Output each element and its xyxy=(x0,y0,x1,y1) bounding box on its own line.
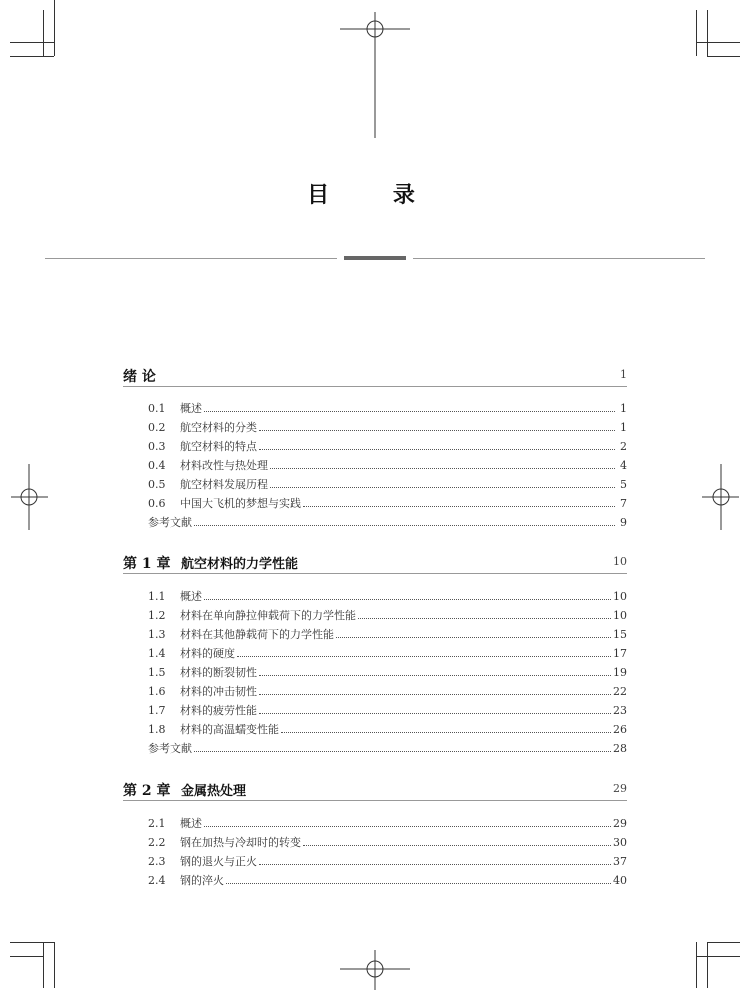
dot-leader xyxy=(259,685,611,695)
entry-title: 材料的疲劳性能 xyxy=(180,704,257,717)
entry-number: 1.7 xyxy=(148,704,166,717)
toc-entry[interactable] xyxy=(148,664,627,680)
dot-leader xyxy=(259,421,615,431)
entry-number: 1.6 xyxy=(148,685,166,698)
entry-number: 0.2 xyxy=(148,421,166,434)
entry-page: 29 xyxy=(613,817,627,830)
entry-page: 28 xyxy=(613,742,627,755)
entry-page: 17 xyxy=(613,647,627,660)
entry-page: 7 xyxy=(620,497,627,510)
toc-entry[interactable] xyxy=(148,457,627,473)
toc-entry-references[interactable] xyxy=(148,740,627,756)
entry-number: 1.4 xyxy=(148,647,166,660)
entry-title: 概述 xyxy=(180,590,202,603)
entry-number: 0.4 xyxy=(148,459,166,472)
entry-title: 材料在其他静载荷下的力学性能 xyxy=(180,628,334,641)
chapter-title: 航空材料的力学性能 xyxy=(181,557,299,572)
entry-number: 0.6 xyxy=(148,497,166,510)
entry-page: 15 xyxy=(613,628,627,641)
entry-page: 37 xyxy=(613,855,627,868)
dot-leader xyxy=(270,459,615,469)
chapter-page: 29 xyxy=(613,782,627,795)
entry-page: 1 xyxy=(620,421,627,434)
dot-leader xyxy=(194,742,611,752)
chapter-number: 第 1 章 xyxy=(123,556,171,572)
dot-leader xyxy=(237,647,611,657)
entry-number: 1.8 xyxy=(148,723,166,736)
entry-number: 0.3 xyxy=(148,440,166,453)
dot-leader xyxy=(270,478,615,488)
toc-entry[interactable] xyxy=(148,419,627,435)
entry-page: 19 xyxy=(613,666,627,679)
entry-title: 航空材料发展历程 xyxy=(180,478,268,491)
registration-mark-icon xyxy=(340,8,410,138)
entry-title: 材料的冲击韧性 xyxy=(180,685,257,698)
dot-leader xyxy=(204,590,611,600)
entry-number: 1.1 xyxy=(148,590,166,603)
entry-title: 中国大飞机的梦想与实践 xyxy=(180,497,301,510)
dot-leader xyxy=(358,609,611,619)
registration-mark-icon xyxy=(340,950,410,990)
toc-entry[interactable] xyxy=(148,645,627,661)
chapter-page: 10 xyxy=(613,555,627,568)
chapter-heading[interactable] xyxy=(123,780,627,801)
chapter-heading[interactable] xyxy=(123,366,627,387)
entry-number: 2.2 xyxy=(148,836,166,849)
entry-page: 40 xyxy=(613,874,627,887)
toc-entry[interactable] xyxy=(148,815,627,831)
dot-leader xyxy=(259,666,611,676)
entry-title: 参考文献 xyxy=(148,516,192,529)
entry-title: 钢在加热与冷却时的转变 xyxy=(180,836,301,849)
toc-entry[interactable] xyxy=(148,834,627,850)
entry-title: 航空材料的特点 xyxy=(180,440,257,453)
toc-entry[interactable] xyxy=(148,400,627,416)
entry-title: 材料在单向静拉伸载荷下的力学性能 xyxy=(180,609,356,622)
entry-page: 30 xyxy=(613,836,627,849)
entry-page: 2 xyxy=(620,440,627,453)
toc-entry[interactable] xyxy=(148,438,627,454)
chapter-heading[interactable] xyxy=(123,553,627,574)
dot-leader xyxy=(303,836,611,846)
chapter-number: 第 2 章 xyxy=(123,783,171,799)
toc-entry[interactable] xyxy=(148,721,627,737)
dot-leader xyxy=(281,723,611,733)
entry-title: 航空材料的分类 xyxy=(180,421,257,434)
dot-leader xyxy=(226,874,611,884)
dot-leader xyxy=(204,402,615,412)
toc-entry[interactable] xyxy=(148,588,627,604)
toc-entry[interactable] xyxy=(148,626,627,642)
entry-number: 2.4 xyxy=(148,874,166,887)
registration-mark-icon xyxy=(6,462,52,532)
entry-title: 材料的高温蠕变性能 xyxy=(180,723,279,736)
dot-leader xyxy=(259,855,611,865)
toc-entry[interactable] xyxy=(148,853,627,869)
entry-page: 10 xyxy=(613,609,627,622)
entry-page: 23 xyxy=(613,704,627,717)
entry-page: 9 xyxy=(620,516,627,529)
registration-mark-icon xyxy=(698,462,744,532)
toc-entry[interactable] xyxy=(148,683,627,699)
toc-entry[interactable] xyxy=(148,702,627,718)
entry-number: 2.1 xyxy=(148,817,166,830)
toc-entry-references[interactable] xyxy=(148,514,627,530)
entry-number: 2.3 xyxy=(148,855,166,868)
entry-number: 0.5 xyxy=(148,478,166,491)
toc-entry[interactable] xyxy=(148,476,627,492)
entry-title: 参考文献 xyxy=(148,742,192,755)
entry-number: 1.3 xyxy=(148,628,166,641)
entry-title: 材料的断裂韧性 xyxy=(180,666,257,679)
entry-title: 材料改性与热处理 xyxy=(180,459,268,472)
entry-title: 材料的硬度 xyxy=(180,647,235,660)
entry-number: 1.5 xyxy=(148,666,166,679)
dot-leader xyxy=(259,704,611,714)
entry-title: 钢的退火与正火 xyxy=(180,855,257,868)
toc-entry[interactable] xyxy=(148,872,627,888)
entry-page: 22 xyxy=(613,685,627,698)
dot-leader xyxy=(194,516,615,526)
page-title: 目 录 xyxy=(307,183,443,208)
entry-title: 钢的淬火 xyxy=(180,874,224,887)
entry-page: 5 xyxy=(620,478,627,491)
entry-page: 4 xyxy=(620,459,627,472)
entry-title: 概述 xyxy=(180,817,202,830)
chapter-number: 绪 论 xyxy=(123,369,156,385)
dot-leader xyxy=(336,628,611,638)
dot-leader xyxy=(204,817,611,827)
toc-entry[interactable] xyxy=(148,495,627,511)
entry-title: 概述 xyxy=(180,402,202,415)
entry-page: 1 xyxy=(620,402,627,415)
entry-number: 1.2 xyxy=(148,609,166,622)
dot-leader xyxy=(303,497,615,507)
chapter-page: 1 xyxy=(620,368,627,381)
dot-leader xyxy=(259,440,615,450)
entry-page: 26 xyxy=(613,723,627,736)
entry-number: 0.1 xyxy=(148,402,166,415)
chapter-title: 金属热处理 xyxy=(181,784,247,799)
toc-entry[interactable] xyxy=(148,607,627,623)
entry-page: 10 xyxy=(613,590,627,603)
